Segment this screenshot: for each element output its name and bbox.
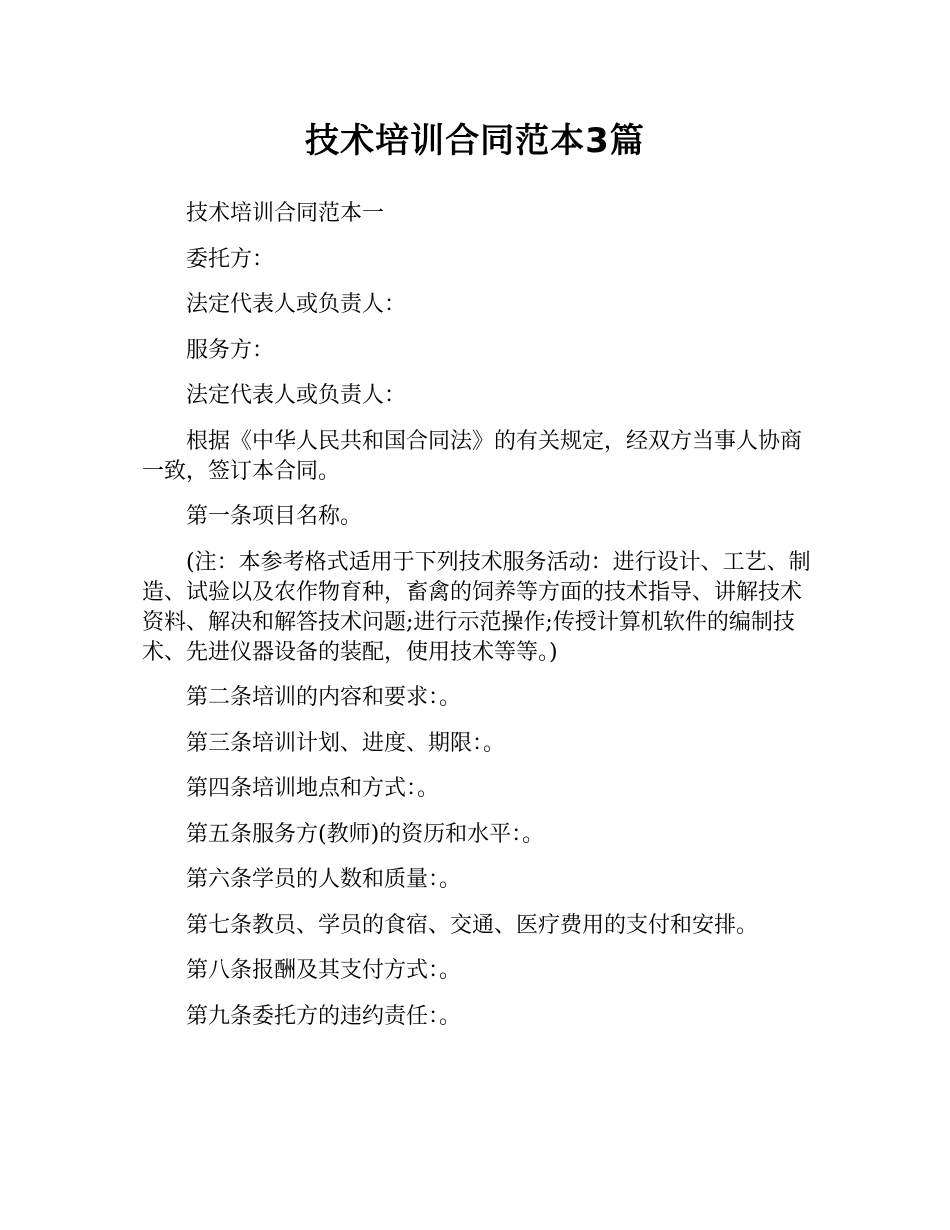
paragraph-article-2: 第二条培训的内容和要求：。: [186, 685, 462, 710]
paragraph-client-representative: 法定代表人或负责人：: [186, 292, 407, 317]
document-title: 技术培训合同范本3篇: [305, 121, 645, 161]
paragraph-article-7: 第七条教员、学员的食宿、交通、医疗费用的支付和安排。: [186, 912, 759, 938]
paragraph-contract-heading: 技术培训合同范本一: [186, 201, 385, 226]
document-body: [142, 199, 822, 1047]
paragraph-article-3: 第三条培训计划、进度、期限：。: [186, 730, 506, 756]
paragraph-article-6: 第六条学员的人数和质量：。: [186, 867, 462, 892]
paragraph-article-1: 第一条项目名称。: [186, 504, 363, 529]
paragraph-provider-representative: 法定代表人或负责人：: [186, 383, 407, 408]
paragraph-article-9: 第九条委托方的违约责任：。: [186, 1003, 462, 1029]
paragraph-article-4: 第四条培训地点和方式：。: [186, 776, 440, 801]
paragraph-client: 委托方：: [186, 246, 275, 272]
paragraph-article-8: 第八条报酬及其支付方式：。: [186, 958, 462, 983]
paragraph-preamble: 根据《中华人民共和国合同法》的有关规定，经双方当事人协商一致，签订本合同。: [142, 428, 803, 484]
paragraph-note: (注：本参考格式适用于下列技术服务活动：进行设计、工艺、制造、试验以及农作物育种，畜禽的饲养等方面的技术指导、讲解技术资料、解决和解答技术问题;进行示范操作;传授计算机软件的编制技术、先进仪器设备的装配，使用技术等等。): [142, 549, 811, 665]
paragraph-service-provider: 服务方：: [186, 337, 275, 363]
paragraph-article-5: 第五条服务方(教师)的资历和水平：。: [186, 821, 545, 847]
